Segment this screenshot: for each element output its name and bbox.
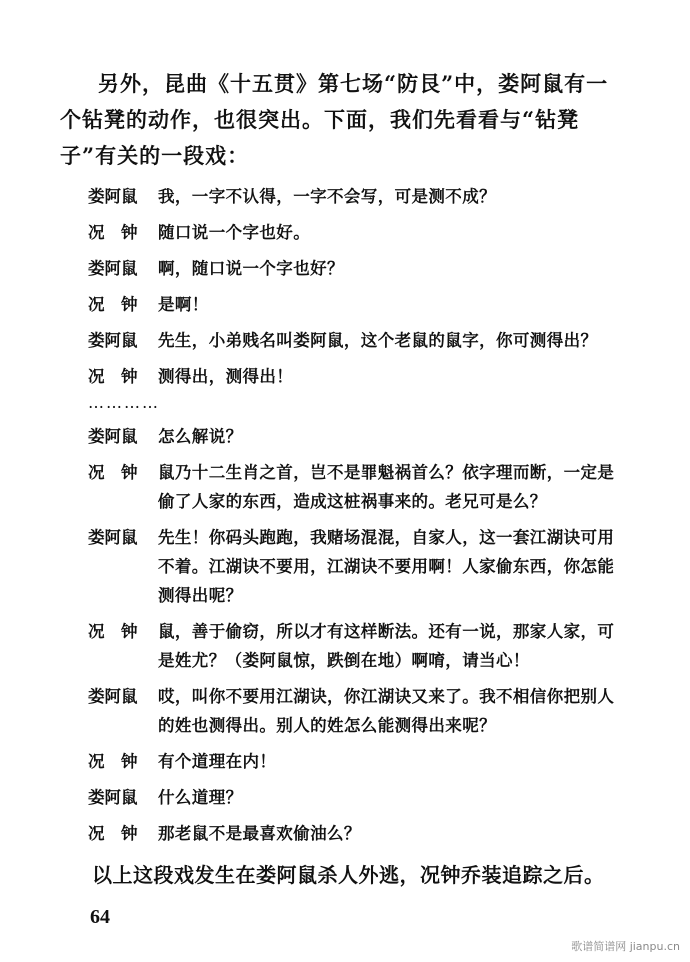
dialogue-line <box>88 747 628 776</box>
line-text: 哎，叫你不要用江湖诀，你江湖诀又来了。我不相信你把别人的姓也测得出。别人的姓怎么能测得出来呢？ <box>158 687 615 735</box>
line-text: 随口说一个字也好。 <box>158 223 311 242</box>
dialogue-line <box>88 290 628 319</box>
speaker: 况 钟 <box>88 824 138 843</box>
dialogue-line <box>88 182 628 211</box>
speaker: 娄阿鼠 <box>88 259 138 278</box>
speaker: 况 钟 <box>88 752 138 771</box>
line-text: 有个道理在内！ <box>158 752 277 771</box>
dialogue-line <box>88 326 628 355</box>
line-text: 怎么解说？ <box>158 427 243 446</box>
speaker: 娄阿鼠 <box>88 331 138 350</box>
speaker: 娄阿鼠 <box>88 528 138 547</box>
intro-paragraph: 另外，昆曲《十五贯》第七场“防艮”中，娄阿鼠有一个钻凳的动作，也很突出。下面，我们先看看与“钻凳子”有关的一段戏： <box>60 71 609 168</box>
dialogue-line <box>88 819 628 848</box>
speaker: 况 钟 <box>88 223 138 242</box>
page-number: 64 <box>90 906 110 928</box>
line-text: 那老鼠不是最喜欢偷油么？ <box>158 824 361 843</box>
dialogue-block <box>88 182 628 855</box>
line-text: 啊，随口说一个字也好？ <box>158 259 344 278</box>
speaker: 娄阿鼠 <box>88 788 138 807</box>
speaker: 况 钟 <box>88 295 138 314</box>
line-text: 什么道理？ <box>158 788 243 807</box>
line-text: 先生，小弟贱名叫娄阿鼠，这个老鼠的鼠字，你可测得出？ <box>158 331 598 350</box>
dialogue-line <box>88 783 628 812</box>
speaker: 娄阿鼠 <box>88 187 138 206</box>
line-text: 是啊！ <box>158 295 209 314</box>
line-text: 鼠，善于偷窃，所以才有这样断法。还有一说，那家人家，可是姓尤？（娄阿鼠惊，跌倒在地）啊唷，请当心！ <box>158 622 615 670</box>
line-text: 测得出，测得出！ <box>158 367 294 386</box>
line-text: 鼠乃十二生肖之首，岂不是罪魁祸首么？依字理而断，一定是偷了人家的东西，造成这桩祸事来的。老兄可是么？ <box>158 463 615 511</box>
dialogue-line <box>88 218 628 247</box>
dialogue-line <box>88 362 628 391</box>
dialogue-line <box>88 682 628 740</box>
dialogue-line <box>88 254 628 283</box>
watermark: 歌谱简谱网 jianpu.cn <box>571 940 680 953</box>
dialogue-line <box>88 617 628 675</box>
speaker: 况 钟 <box>88 622 138 641</box>
dialogue-line <box>88 422 628 451</box>
line-text: 我，一字不认得，一字不会写，可是测不成？ <box>158 187 496 206</box>
dialogue-line <box>88 458 628 516</box>
line-text: 先生！你码头跑跑，我赌场混混，自家人，这一套江湖诀可用不着。江湖诀不要用，江湖诀不要用啊！人家偷东西，你怎能测得出呢？ <box>158 528 615 605</box>
ellipsis-divider: ………… <box>88 393 160 412</box>
speaker: 况 钟 <box>88 367 138 386</box>
dialogue-line <box>88 523 628 610</box>
speaker: 娄阿鼠 <box>88 427 138 446</box>
closing-paragraph: 以上这段戏发生在娄阿鼠杀人外逃，况钟乔装追踪之后。 <box>92 863 605 887</box>
speaker: 况 钟 <box>88 463 138 482</box>
speaker: 娄阿鼠 <box>88 687 138 706</box>
